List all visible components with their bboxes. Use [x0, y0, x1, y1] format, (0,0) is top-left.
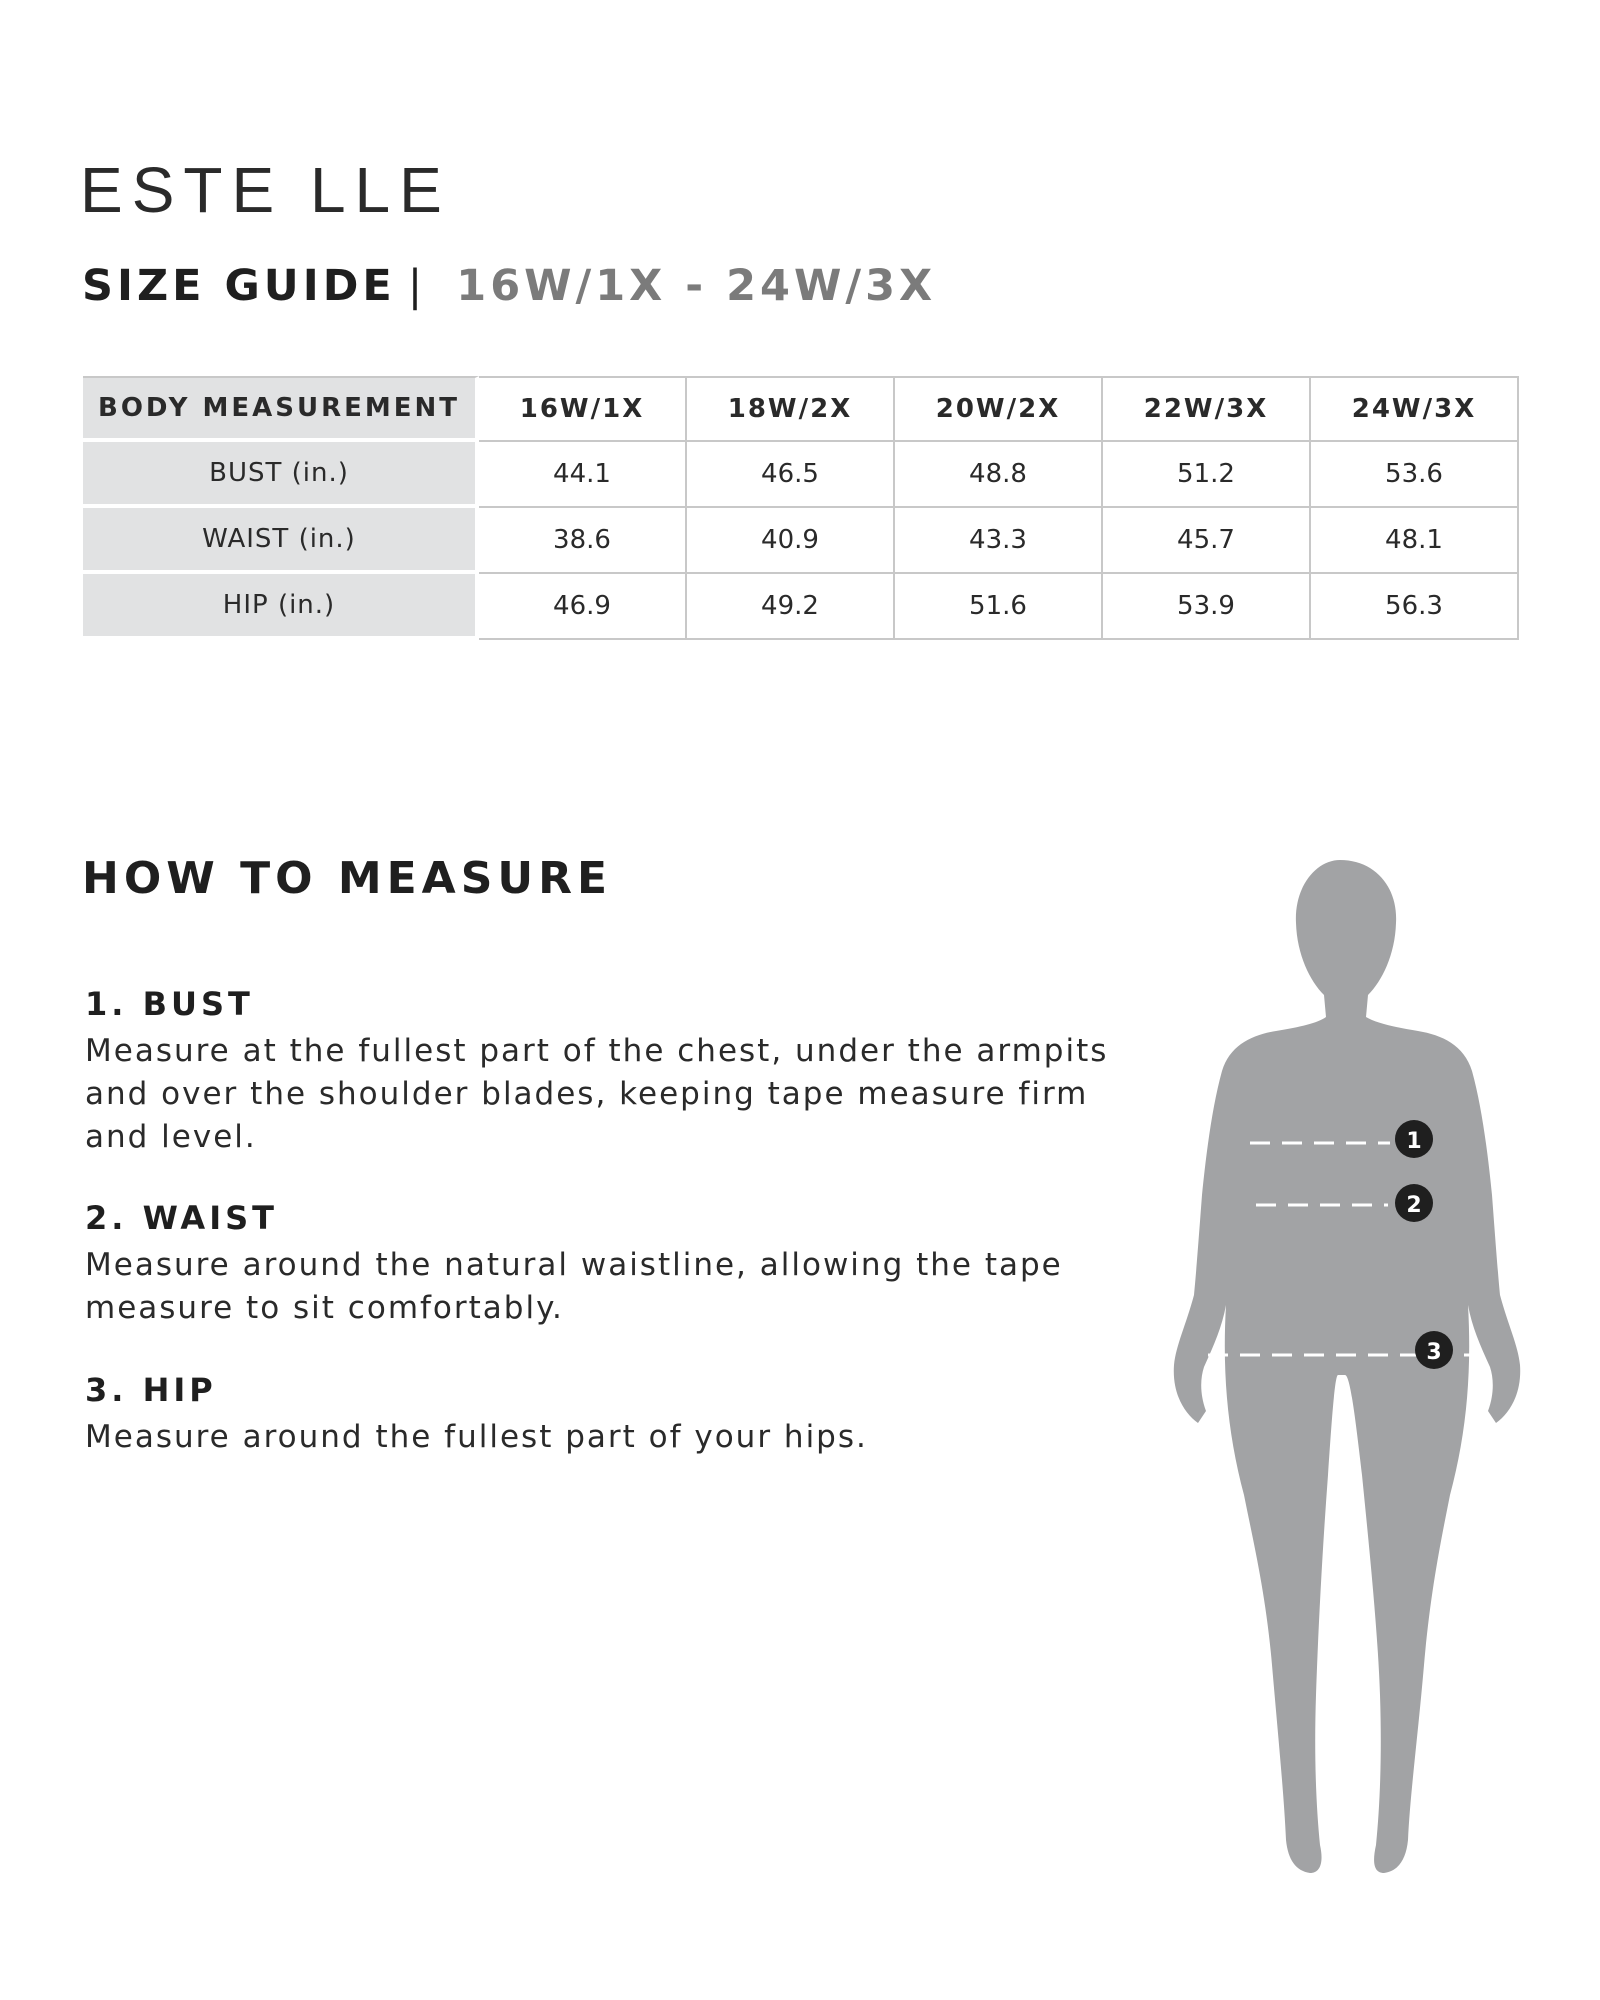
step-title: 2. WAIST [85, 1199, 278, 1237]
silhouette-body [1174, 860, 1520, 1873]
column-header-20w-2x: 20W/2X [895, 376, 1103, 442]
table-cell: 48.1 [1311, 508, 1519, 574]
how-to-measure-heading: HOW TO MEASURE [82, 853, 613, 904]
table-cell: 49.2 [687, 574, 895, 640]
table-cell: 48.8 [895, 442, 1103, 508]
marker-3-label: 3 [1426, 1340, 1442, 1365]
step-description: Measure around the fullest part of your hips. [85, 1419, 868, 1455]
column-header-body-measurement: BODY MEASUREMENT [83, 376, 479, 442]
table-cell: 51.2 [1103, 442, 1311, 508]
size-guide-label: SIZE GUIDE [82, 261, 396, 311]
table-cell: 46.9 [479, 574, 687, 640]
table-cell: 40.9 [687, 508, 895, 574]
title-separator: | [407, 261, 427, 311]
table-cell: 51.6 [895, 574, 1103, 640]
table-row [83, 508, 1519, 574]
column-header-16w-1x: 16W/1X [479, 376, 687, 442]
row-label-waist: WAIST (in.) [83, 508, 479, 574]
column-header-22w-3x: 22W/3X [1103, 376, 1311, 442]
measure-step-waist [85, 1199, 1145, 1330]
table-cell: 38.6 [479, 508, 687, 574]
step-title: 1. BUST [85, 985, 254, 1023]
step-description: Measure at the fullest part of the chest, under the armpits and over the shoulder blades, keeping tape measure firm and level. [85, 1033, 1109, 1155]
marker-1-label: 1 [1406, 1129, 1422, 1154]
marker-2-label: 2 [1406, 1193, 1422, 1218]
row-label-bust: BUST (in.) [83, 442, 479, 508]
table-row [83, 574, 1519, 640]
step-title: 3. HIP [85, 1371, 217, 1409]
measure-step-hip [85, 1371, 1145, 1459]
column-header-24w-3x: 24W/3X [1311, 376, 1519, 442]
step-description: Measure around the natural waistline, allowing the tape measure to sit comfortably. [85, 1247, 1063, 1326]
table-header-row [83, 376, 1519, 442]
table-cell: 56.3 [1311, 574, 1519, 640]
table-cell: 45.7 [1103, 508, 1311, 574]
brand-logo: ESTE LLE [80, 154, 451, 226]
table-cell: 44.1 [479, 442, 687, 508]
table-cell: 53.6 [1311, 442, 1519, 508]
size-guide-title [82, 261, 937, 311]
table-cell: 43.3 [895, 508, 1103, 574]
body-silhouette-figure [1150, 855, 1530, 1895]
column-header-18w-2x: 18W/2X [687, 376, 895, 442]
size-range: 16W/1X - 24W/3X [456, 261, 937, 311]
row-label-hip: HIP (in.) [83, 574, 479, 640]
size-chart-table [83, 376, 1519, 640]
table-row [83, 442, 1519, 508]
table-cell: 46.5 [687, 442, 895, 508]
table-cell: 53.9 [1103, 574, 1311, 640]
measure-step-bust [85, 985, 1145, 1159]
